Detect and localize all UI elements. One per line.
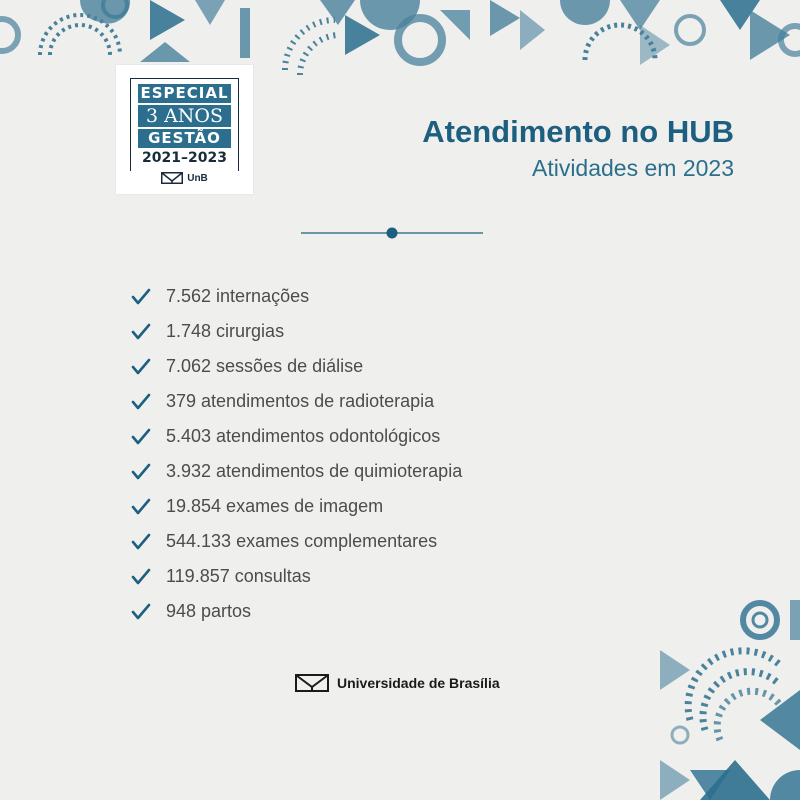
checkmark-icon <box>131 393 151 411</box>
stat-text: 119.857 consultas <box>166 566 311 586</box>
checkmark-icon <box>131 533 151 551</box>
unb-logo-icon <box>295 674 329 692</box>
stat-text: 948 partos <box>166 601 252 621</box>
stat-text: 7.062 sessões de diálise <box>166 356 364 376</box>
divider <box>301 226 483 240</box>
checkmark-icon <box>131 463 151 481</box>
list-item <box>131 279 462 314</box>
checkmark-icon <box>131 568 151 586</box>
list-item <box>131 349 462 384</box>
badge-line-especial: ESPECIAL <box>138 84 231 103</box>
stats-list <box>131 279 462 629</box>
page-subtitle: Atividades em 2023 <box>531 155 734 181</box>
badge-years: 2021–2023 <box>142 150 227 166</box>
list-item <box>131 384 462 419</box>
badge-line-gestao: GESTÃO <box>138 129 231 148</box>
unb-footer-logo <box>295 673 500 693</box>
list-item <box>131 594 462 629</box>
especial-badge <box>116 65 253 194</box>
badge-logo <box>130 171 239 185</box>
checkmark-icon <box>131 498 151 516</box>
stat-text: 5.403 atendimentos odontológicos <box>166 426 441 446</box>
stat-text: 19.854 exames de imagem <box>166 496 384 516</box>
checkmark-icon <box>131 323 151 341</box>
list-item <box>131 419 462 454</box>
checkmark-icon <box>131 428 151 446</box>
unb-logo-icon <box>161 172 183 184</box>
list-item <box>131 454 462 489</box>
stat-text: 1.748 cirurgias <box>166 321 285 341</box>
list-item <box>131 559 462 594</box>
stat-text: 7.562 internações <box>166 286 310 306</box>
page-title: Atendimento no HUB <box>422 114 734 149</box>
stat-text: 379 atendimentos de radioterapia <box>166 391 435 411</box>
checkmark-icon <box>131 358 151 376</box>
footer-text: Universidade de Brasília <box>337 675 500 691</box>
badge-line-anos: 3 ANOS <box>138 105 231 127</box>
checkmark-icon <box>131 288 151 306</box>
stat-text: 544.133 exames complementares <box>166 531 438 551</box>
list-item <box>131 524 462 559</box>
list-item <box>131 489 462 524</box>
stat-text: 3.932 atendimentos de quimioterapia <box>166 461 463 481</box>
badge-logo-text: UnB <box>187 172 208 184</box>
checkmark-icon <box>131 603 151 621</box>
list-item <box>131 314 462 349</box>
